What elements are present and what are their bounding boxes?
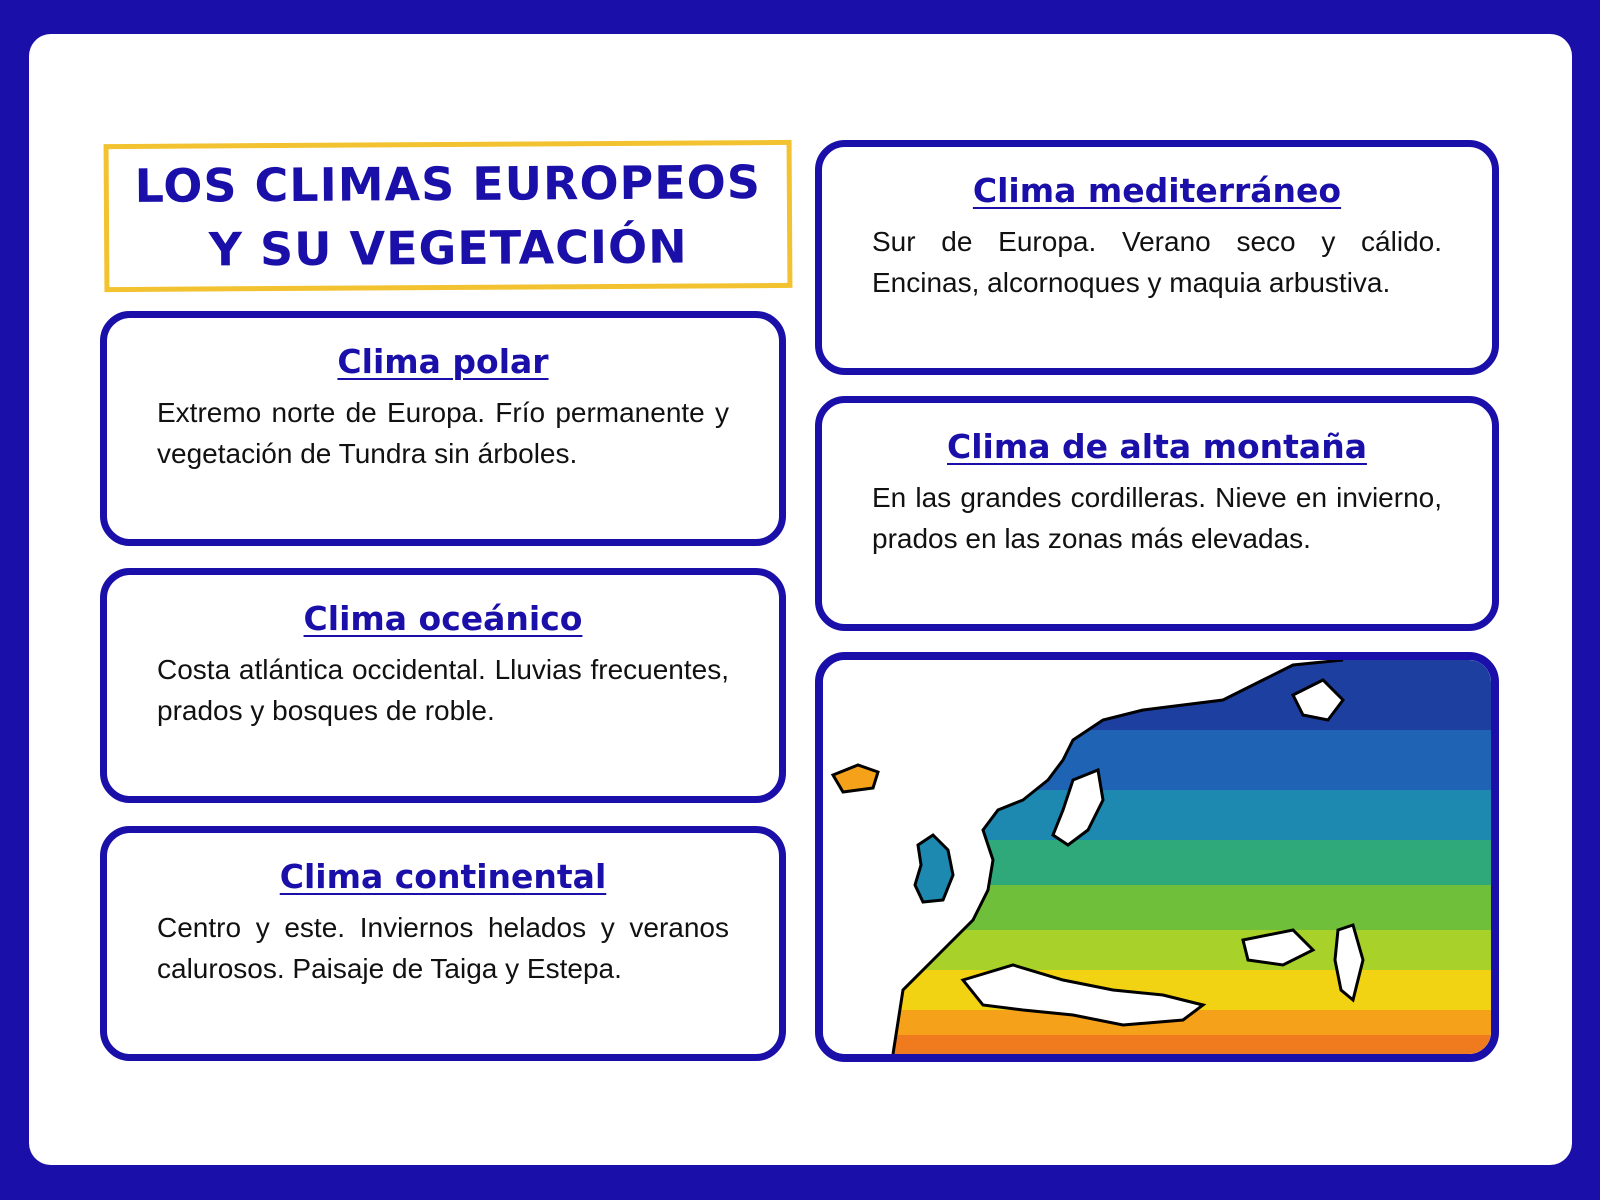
map-card: [815, 652, 1499, 1062]
card-text-polar: Extremo norte de Europa. Frío permanente y vegetación de Tundra sin árboles.: [157, 397, 729, 469]
europe-climate-map-icon: [823, 660, 1491, 1054]
page-title-line-1: LOS CLIMAS EUROPEOS: [134, 155, 762, 213]
card-text-mediterraneo: Sur de Europa. Verano seco y cálido. Encinas, alcornoques y maquia arbustiva.: [872, 226, 1442, 298]
card-clima-oceanico: [100, 568, 786, 803]
card-title-oceanico: Clima oceánico: [303, 599, 583, 638]
card-clima-continental: [100, 826, 786, 1061]
card-clima-alta-montana: [815, 396, 1499, 631]
card-text-oceanico: Costa atlántica occidental. Lluvias frecuentes, prados y bosques de roble.: [157, 654, 729, 726]
card-title-polar: Clima polar: [337, 342, 549, 381]
card-text-montana: En las grandes cordilleras. Nieve en invierno, prados en las zonas más elevadas.: [872, 482, 1442, 554]
card-title-montana: Clima de alta montaña: [947, 427, 1367, 466]
card-title-continental: Clima continental: [279, 857, 607, 896]
card-clima-polar: [100, 311, 786, 546]
page-title-line-2: Y SU VEGETACIÓN: [208, 219, 688, 277]
card-title-mediterraneo: Clima mediterráneo: [972, 171, 1342, 210]
title-box: [104, 140, 793, 292]
card-text-continental: Centro y este. Inviernos helados y veranos calurosos. Paisaje de Taiga y Estepa.: [157, 912, 729, 984]
card-clima-mediterraneo: [815, 140, 1499, 375]
